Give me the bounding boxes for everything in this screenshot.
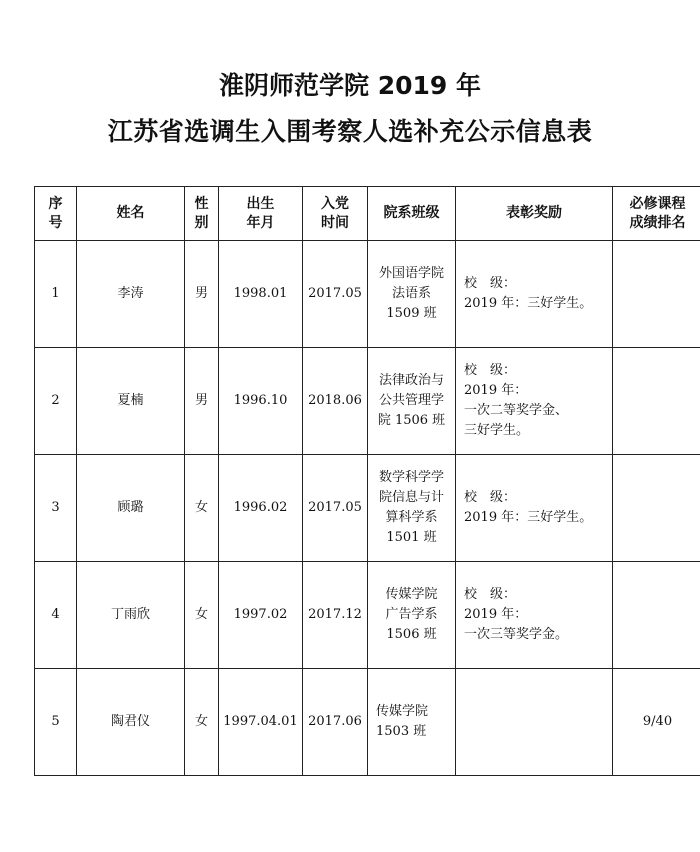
cell-awards: 校 级： 2019 年：三好学生。	[456, 455, 613, 562]
table-row	[35, 562, 700, 669]
cell-birth: 1996.10	[219, 348, 303, 455]
header-no: 序 号	[35, 187, 77, 241]
cell-party: 2017.05	[303, 455, 368, 562]
header-party: 入党 时间	[303, 187, 368, 241]
header-rank: 必修课程 成绩排名	[613, 187, 700, 241]
page-subtitle: 江苏省选调生入围考察人选补充公示信息表	[107, 117, 593, 146]
cell-awards: 校 级： 2019 年： 一次二等奖学金、 三好学生。	[456, 348, 613, 455]
cell-gender: 女	[185, 455, 219, 562]
cell-dept: 传媒学院 1503 班	[368, 669, 456, 776]
cell-name: 丁雨欣	[77, 562, 185, 669]
cell-party: 2017.06	[303, 669, 368, 776]
cell-awards	[456, 669, 613, 776]
cell-birth: 1997.02	[219, 562, 303, 669]
cell-no: 4	[35, 562, 77, 669]
header-dept: 院系班级	[368, 187, 456, 241]
cell-party: 2017.05	[303, 241, 368, 348]
cell-name: 顾璐	[77, 455, 185, 562]
table-row	[35, 241, 700, 348]
cell-birth: 1997.04.01	[219, 669, 303, 776]
table-header-row	[35, 187, 700, 241]
cell-no: 2	[35, 348, 77, 455]
table-row	[35, 348, 700, 455]
cell-dept: 法律政治与 公共管理学 院 1506 班	[368, 348, 456, 455]
cell-gender: 女	[185, 669, 219, 776]
cell-no: 5	[35, 669, 77, 776]
cell-no: 1	[35, 241, 77, 348]
cell-party: 2017.12	[303, 562, 368, 669]
info-table	[34, 186, 700, 776]
cell-dept: 数学科学学 院信息与计 算科学系 1501 班	[368, 455, 456, 562]
header-awards: 表彰奖励	[456, 187, 613, 241]
table-row	[35, 669, 700, 776]
cell-rank	[613, 455, 700, 562]
table-row	[35, 455, 700, 562]
cell-gender: 男	[185, 241, 219, 348]
cell-rank	[613, 562, 700, 669]
cell-dept: 传媒学院 广告学系 1506 班	[368, 562, 456, 669]
header-name: 姓名	[77, 187, 185, 241]
cell-birth: 1998.01	[219, 241, 303, 348]
cell-name: 夏楠	[77, 348, 185, 455]
cell-rank: 9/40	[613, 669, 700, 776]
cell-dept: 外国语学院 法语系 1509 班	[368, 241, 456, 348]
cell-gender: 女	[185, 562, 219, 669]
cell-no: 3	[35, 455, 77, 562]
cell-rank	[613, 241, 700, 348]
header-birth: 出生 年月	[219, 187, 303, 241]
cell-birth: 1996.02	[219, 455, 303, 562]
cell-awards: 校 级： 2019 年：三好学生。	[456, 241, 613, 348]
page-title: 淮阴师范学院 2019 年	[219, 71, 481, 100]
header-gender: 性 别	[185, 187, 219, 241]
cell-party: 2018.06	[303, 348, 368, 455]
cell-name: 陶君仪	[77, 669, 185, 776]
cell-awards: 校 级： 2019 年： 一次三等奖学金。	[456, 562, 613, 669]
cell-name: 李涛	[77, 241, 185, 348]
cell-gender: 男	[185, 348, 219, 455]
cell-rank	[613, 348, 700, 455]
